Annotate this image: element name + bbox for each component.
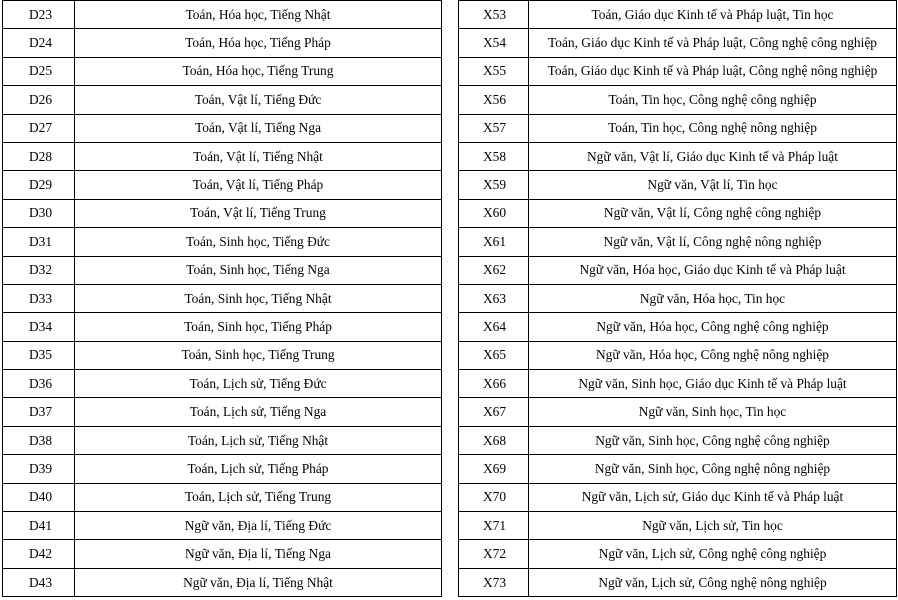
combination-subjects: Ngữ văn, Lịch sử, Giáo dục Kinh tế và Pháp luật xyxy=(529,483,897,511)
combination-subjects: Toán, Tin học, Công nghệ công nghiệp xyxy=(529,86,897,114)
combination-code: X68 xyxy=(459,426,529,454)
table-row xyxy=(459,398,897,426)
table-row xyxy=(3,256,442,284)
combination-code: D27 xyxy=(3,114,75,142)
combination-subjects: Ngữ văn, Hóa học, Tin học xyxy=(529,284,897,312)
combination-subjects: Ngữ văn, Sinh học, Giáo dục Kinh tế và Pháp luật xyxy=(529,370,897,398)
combination-code: D34 xyxy=(3,313,75,341)
combination-code: X57 xyxy=(459,114,529,142)
table-row xyxy=(3,171,442,199)
table-row xyxy=(459,568,897,596)
table-row xyxy=(459,256,897,284)
combination-code: D42 xyxy=(3,540,75,568)
combination-code: D28 xyxy=(3,142,75,170)
combination-subjects: Ngữ văn, Địa lí, Tiếng Nga xyxy=(75,540,442,568)
combination-code: D39 xyxy=(3,455,75,483)
table-row xyxy=(3,370,442,398)
combination-subjects: Toán, Sinh học, Tiếng Nhật xyxy=(75,284,442,312)
table-row xyxy=(459,199,897,227)
combination-code: X60 xyxy=(459,199,529,227)
combination-code: D23 xyxy=(3,1,75,29)
table-row xyxy=(459,171,897,199)
combination-subjects: Ngữ văn, Sinh học, Công nghệ công nghiệp xyxy=(529,426,897,454)
table-row xyxy=(459,540,897,568)
table-row xyxy=(459,313,897,341)
combination-subjects: Toán, Vật lí, Tiếng Pháp xyxy=(75,171,442,199)
combination-code: X58 xyxy=(459,142,529,170)
table-row xyxy=(3,199,442,227)
table-row xyxy=(459,455,897,483)
combination-subjects: Toán, Hóa học, Tiếng Pháp xyxy=(75,29,442,57)
combination-code: X65 xyxy=(459,341,529,369)
combination-code: D36 xyxy=(3,370,75,398)
table-row xyxy=(3,398,442,426)
table-row xyxy=(3,57,442,85)
combination-code: X61 xyxy=(459,228,529,256)
table-row xyxy=(459,29,897,57)
table-row xyxy=(3,29,442,57)
combination-subjects: Toán, Lịch sử, Tiếng Pháp xyxy=(75,455,442,483)
table-row xyxy=(459,370,897,398)
combination-subjects: Toán, Tin học, Công nghệ nông nghiệp xyxy=(529,114,897,142)
combination-code: X54 xyxy=(459,29,529,57)
combination-subjects: Toán, Giáo dục Kinh tế và Pháp luật, Công nghệ nông nghiệp xyxy=(529,57,897,85)
combination-subjects: Ngữ văn, Lịch sử, Công nghệ nông nghiệp xyxy=(529,568,897,596)
combination-subjects: Toán, Vật lí, Tiếng Đức xyxy=(75,86,442,114)
combination-subjects: Ngữ văn, Vật lí, Giáo dục Kinh tế và Pháp luật xyxy=(529,142,897,170)
table-row xyxy=(459,114,897,142)
table-row xyxy=(3,540,442,568)
table-row xyxy=(3,426,442,454)
combination-subjects: Toán, Hóa học, Tiếng Trung xyxy=(75,57,442,85)
combination-code: X70 xyxy=(459,483,529,511)
table-row xyxy=(459,57,897,85)
combination-subjects: Toán, Lịch sử, Tiếng Đức xyxy=(75,370,442,398)
table-row xyxy=(459,284,897,312)
combination-subjects: Ngữ văn, Vật lí, Tin học xyxy=(529,171,897,199)
combination-code: D37 xyxy=(3,398,75,426)
table-row xyxy=(3,512,442,540)
left-table-body xyxy=(3,1,442,597)
table-row xyxy=(459,1,897,29)
combination-code: X66 xyxy=(459,370,529,398)
combination-code: D38 xyxy=(3,426,75,454)
table-row xyxy=(459,228,897,256)
table-row xyxy=(3,142,442,170)
combination-subjects: Toán, Lịch sử, Tiếng Nhật xyxy=(75,426,442,454)
combination-code: X59 xyxy=(459,171,529,199)
table-row xyxy=(459,512,897,540)
combination-code: D35 xyxy=(3,341,75,369)
combination-code: X62 xyxy=(459,256,529,284)
combination-code: X53 xyxy=(459,1,529,29)
table-row xyxy=(3,455,442,483)
combination-subjects: Ngữ văn, Hóa học, Giáo dục Kinh tế và Pháp luật xyxy=(529,256,897,284)
combination-subjects: Toán, Vật lí, Tiếng Trung xyxy=(75,199,442,227)
combination-code: X55 xyxy=(459,57,529,85)
combination-code: X67 xyxy=(459,398,529,426)
combination-subjects: Toán, Hóa học, Tiếng Nhật xyxy=(75,1,442,29)
right-table-body xyxy=(459,1,897,597)
combination-subjects: Toán, Vật lí, Tiếng Nga xyxy=(75,114,442,142)
combination-subjects: Ngữ văn, Lịch sử, Tin học xyxy=(529,512,897,540)
combination-code: D30 xyxy=(3,199,75,227)
table-row xyxy=(3,568,442,596)
combination-code: D24 xyxy=(3,29,75,57)
combination-subjects: Ngữ văn, Hóa học, Công nghệ công nghiệp xyxy=(529,313,897,341)
combination-code: D31 xyxy=(3,228,75,256)
combination-code: D32 xyxy=(3,256,75,284)
combination-code: D25 xyxy=(3,57,75,85)
left-combination-table xyxy=(2,0,442,597)
combination-subjects: Ngữ văn, Sinh học, Tin học xyxy=(529,398,897,426)
combination-subjects: Toán, Giáo dục Kinh tế và Pháp luật, Công nghệ công nghiệp xyxy=(529,29,897,57)
combination-subjects: Toán, Lịch sử, Tiếng Nga xyxy=(75,398,442,426)
combination-code: D41 xyxy=(3,512,75,540)
combination-subjects: Toán, Lịch sử, Tiếng Trung xyxy=(75,483,442,511)
table-row xyxy=(3,1,442,29)
table-row xyxy=(3,341,442,369)
combination-code: D43 xyxy=(3,568,75,596)
combination-subjects: Toán, Sinh học, Tiếng Trung xyxy=(75,341,442,369)
combination-code: D40 xyxy=(3,483,75,511)
combination-code: X63 xyxy=(459,284,529,312)
combination-subjects: Ngữ văn, Địa lí, Tiếng Đức xyxy=(75,512,442,540)
combination-code: D29 xyxy=(3,171,75,199)
combination-subjects: Ngữ văn, Hóa học, Công nghệ nông nghiệp xyxy=(529,341,897,369)
combination-code: X56 xyxy=(459,86,529,114)
table-row xyxy=(3,114,442,142)
right-combination-table xyxy=(458,0,897,597)
combination-code: X73 xyxy=(459,568,529,596)
combination-subjects: Ngữ văn, Lịch sử, Công nghệ công nghiệp xyxy=(529,540,897,568)
combination-code: D26 xyxy=(3,86,75,114)
table-row xyxy=(459,86,897,114)
table-row xyxy=(3,228,442,256)
table-row xyxy=(3,284,442,312)
combination-code: D33 xyxy=(3,284,75,312)
table-row xyxy=(459,341,897,369)
table-row xyxy=(459,142,897,170)
table-row xyxy=(459,483,897,511)
combination-subjects: Ngữ văn, Vật lí, Công nghệ nông nghiệp xyxy=(529,228,897,256)
combination-code: X64 xyxy=(459,313,529,341)
combination-subjects: Toán, Sinh học, Tiếng Nga xyxy=(75,256,442,284)
combination-subjects: Ngữ văn, Sinh học, Công nghệ nông nghiệp xyxy=(529,455,897,483)
combination-subjects: Toán, Sinh học, Tiếng Pháp xyxy=(75,313,442,341)
table-row xyxy=(3,313,442,341)
combination-code: X72 xyxy=(459,540,529,568)
table-row xyxy=(3,86,442,114)
combination-subjects: Toán, Giáo dục Kinh tế và Pháp luật, Tin học xyxy=(529,1,897,29)
combination-subjects: Ngữ văn, Vật lí, Công nghệ công nghiệp xyxy=(529,199,897,227)
combination-subjects: Toán, Sinh học, Tiếng Đức xyxy=(75,228,442,256)
combination-code: X71 xyxy=(459,512,529,540)
combination-subjects: Ngữ văn, Địa lí, Tiếng Nhật xyxy=(75,568,442,596)
table-row xyxy=(459,426,897,454)
combination-code: X69 xyxy=(459,455,529,483)
table-row xyxy=(3,483,442,511)
combination-subjects: Toán, Vật lí, Tiếng Nhật xyxy=(75,142,442,170)
